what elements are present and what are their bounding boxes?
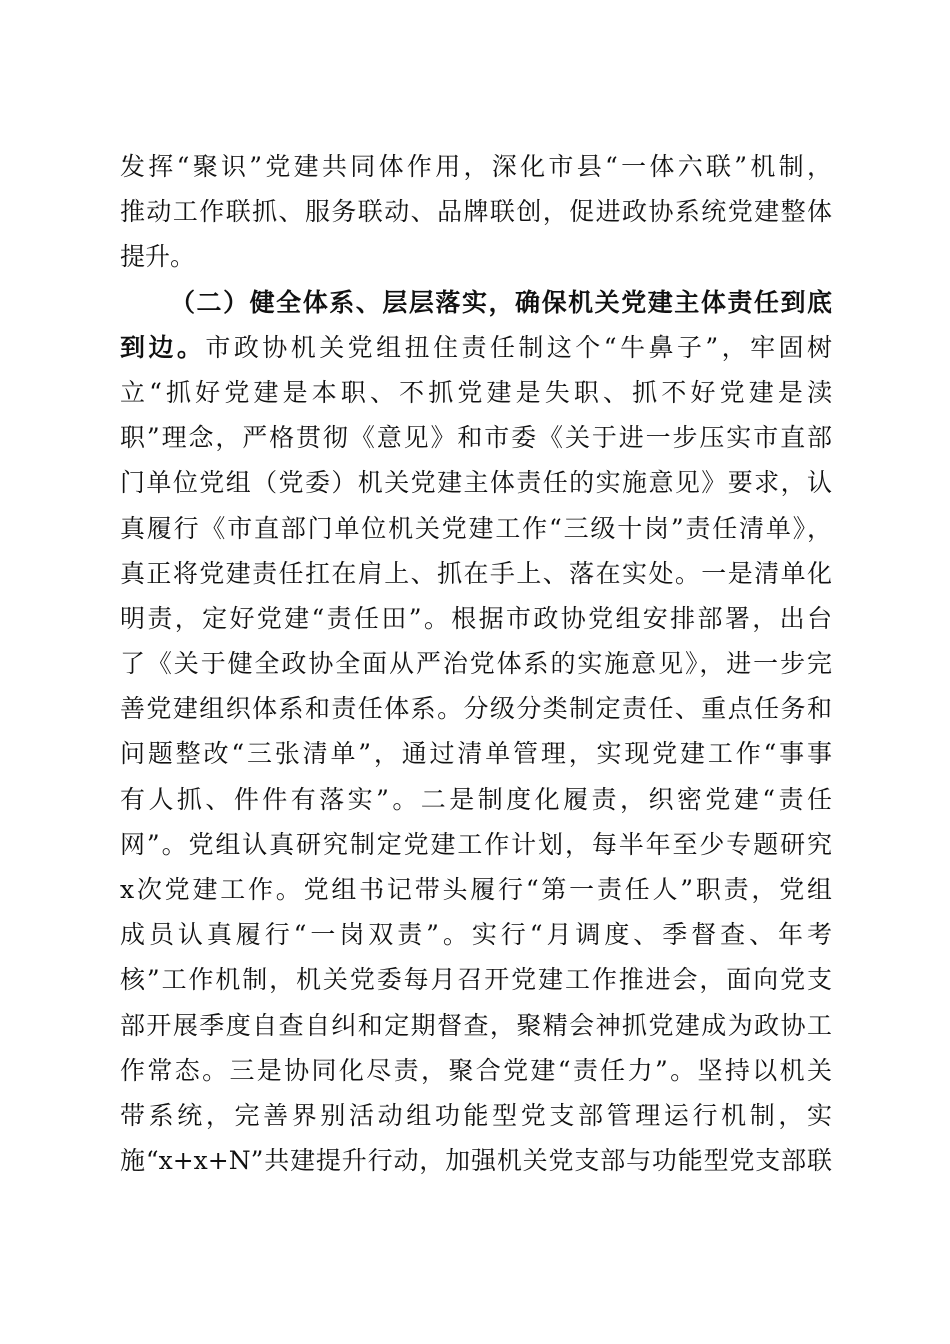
text-line-22: 带系统，完善界别活动组功能型党支部管理运行机制，实 xyxy=(120,1100,832,1130)
text-line-1: 发挥“聚识”党建共同体作用，深化市县“一体六联”机制， xyxy=(120,152,832,181)
text-line-20: 部开展季度自查自纠和定期督查，聚精会神抓党建成为政协工 xyxy=(120,1010,832,1040)
text-line-15: 有人抓、件件有落实”。二是制度化履责，织密党建“责任 xyxy=(120,784,832,814)
text-line-19: 核”工作机制，机关党委每月召开党建工作推进会，面向党支 xyxy=(120,965,832,995)
text-line-14: 问题整改“三张清单”，通过清单管理，实现党建工作“事事 xyxy=(120,739,832,769)
text-line-10: 真正将党建责任扛在肩上、抓在手上、落在实处。一是清单化 xyxy=(120,558,832,588)
text-line-12: 了《关于健全政协全面从严治党体系的实施意见》，进一步完 xyxy=(120,649,832,679)
text-line-5-body: 市政协机关党组扭住责任制这个“牛鼻子”，牢固树 xyxy=(205,332,832,362)
section-heading: （二）健全体系、层层落实，确保机关党建主体责任到底 xyxy=(170,287,832,317)
text-line-11: 明责，定好党建“责任田”。根据市政协党组安排部署，出台 xyxy=(120,603,832,633)
section-heading-end: 到边。 xyxy=(120,332,206,362)
text-line-6: 立“抓好党建是本职、不抓党建是失职、抓不好党建是渎 xyxy=(120,377,832,407)
text-line-5 xyxy=(120,325,832,370)
text-line-2: 推动工作联抓、服务联动、品牌联创，促进政协系统党建整体 xyxy=(120,197,832,227)
text-line-18: 成员认真履行“一岗双责”。实行“月调度、季督查、年考 xyxy=(120,920,832,950)
text-line-13: 善党建组织体系和责任体系。分级分类制定责任、重点任务和 xyxy=(120,694,832,724)
text-line-8: 门单位党组（党委）机关党建主体责任的实施意见》要求，认 xyxy=(120,468,832,498)
body-text xyxy=(120,144,832,1183)
text-line-7: 职”理念，严格贯彻《意见》和市委《关于进一步压实市直部 xyxy=(120,423,832,453)
text-line-3: 提升。 xyxy=(120,242,196,272)
text-line-17: x次党建工作。党组书记带头履行“第一责任人”职责，党组 xyxy=(120,875,832,904)
text-line-23: 施“x+x+N”共建提升行动，加强机关党支部与功能型党支部联 xyxy=(120,1146,832,1176)
text-line-9: 真履行《市直部门单位机关党建工作“三级十岗”责任清单》， xyxy=(120,513,832,543)
text-line-21: 作常态。三是协同化尽责，聚合党建“责任力”。坚持以机关 xyxy=(120,1055,832,1085)
text-line-16: 网”。党组认真研究制定党建工作计划，每半年至少专题研究 xyxy=(120,829,832,859)
